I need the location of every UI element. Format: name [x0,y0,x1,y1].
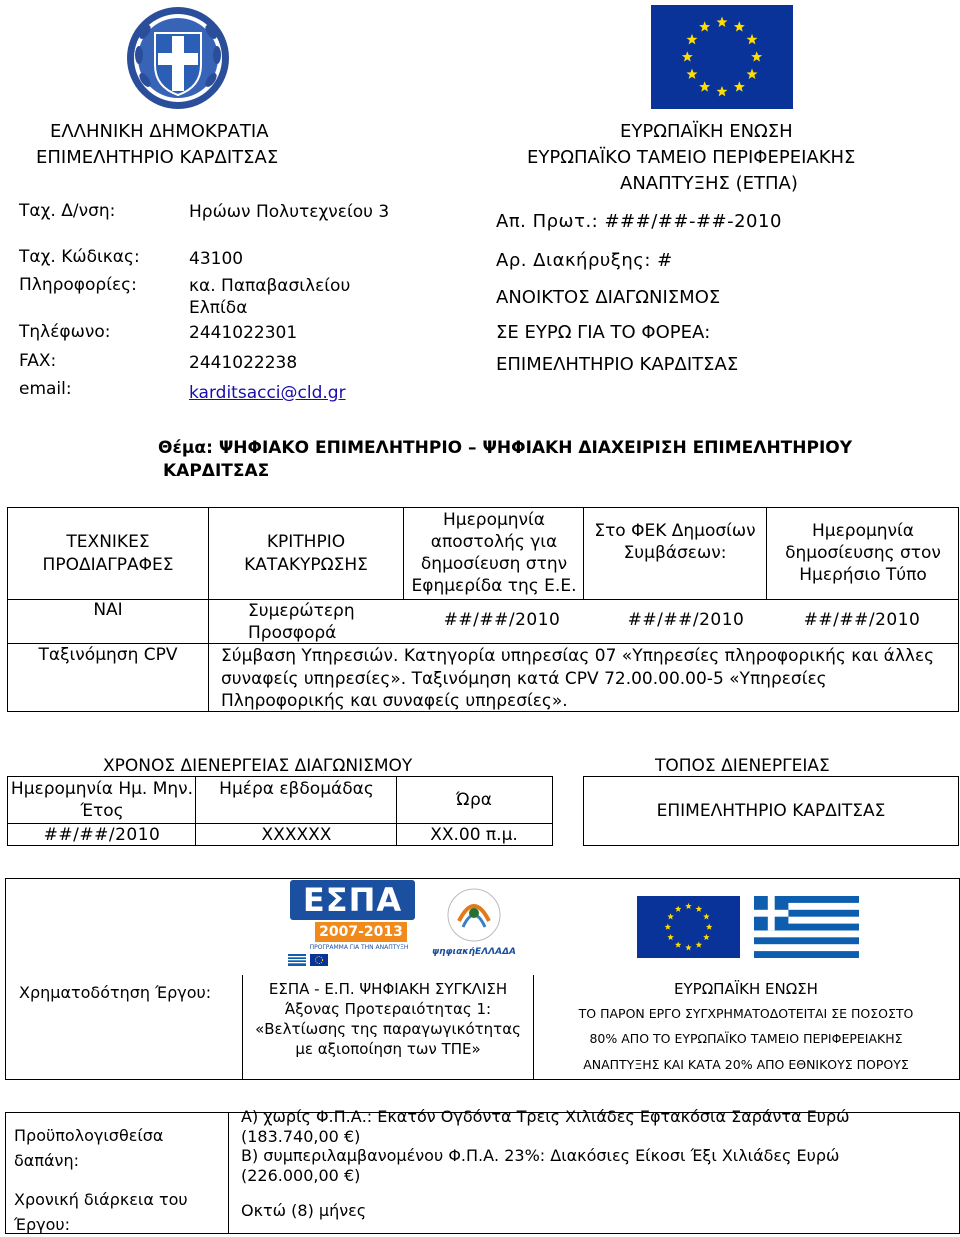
budget-label: Προϋπολογισθείσα δαπάνη: [14,1126,164,1170]
eu-cofund-line-2: 80% ΑΠΟ ΤΟ ΕΥΡΩΠΑΪΚΟ ΤΑΜΕΙΟ ΠΕΡΙΦΕΡΕΙΑΚΗΣ [589,1031,903,1046]
eu-flag-logo [651,5,793,109]
budget-without-vat: Α) χωρίς Φ.Π.Α.: Εκατόν Ογδόντα Τρεις Χιλιάδες Εφτακόσια Σαράντα Ευρώ [241,1107,850,1126]
tech-specs-header: ΤΕΧΝΙΚΕΣ ΠΡΟΔΙΑΓΡΑΦΕΣ [42,532,174,575]
protocol-number: Απ. Πρωτ.: ###/##-##-2010 [496,211,782,232]
espa-line-2: Άξονας Προτεραιότητας 1: [284,1000,492,1018]
funding-label: Χρηματοδότηση Έργου: [19,983,212,1002]
eu-cofund-heading: ΕΥΡΩΠΑΪΚΗ ΕΝΩΣΗ [674,980,818,998]
subject-line-2: ΚΑΡΔΙΤΣΑΣ [163,461,270,481]
currency-entity-line: ΣΕ ΕΥΡΩ ΓΙΑ ΤΟ ΦΟΡΕΑ: [496,322,711,343]
cpv-label: Ταξινόμηση CPV [38,645,178,665]
eu-cofund-line-1: ΤΟ ΠΑΡΟΝ ΕΡΓΟ ΣΥΓΧΡΗΜΑΤΟΔΟΤΕΙΤΑΙ ΣΕ ΠΟΣΟΣΤΟ [578,1006,914,1021]
tender-number: Αρ. Διακήρυξης: # [496,250,673,271]
budget-with-vat-amount: (226.000,00 €) [241,1166,361,1185]
info-value: κα. Παπαβασιλείου Ελπίδα [189,276,351,318]
award-criterion-value: Συμερώτερη Προσφορά [248,601,355,643]
tender-time-value: ΧΧ.00 π.μ. [430,825,518,845]
entity-name: ΕΠΙΜΕΛΗΤΗΡΙΟ ΚΑΡΔΙΤΣΑΣ [496,354,739,375]
info-label: Πληροφορίες: [19,275,137,295]
erdf-heading-1: ΕΥΡΩΠΑΪΚΟ ΤΑΜΕΙΟ ΠΕΡΙΦΕΡΕΙΑΚΗΣ [527,147,856,168]
espa-line-3: «Βελτίωσης της παραγωγικότητας [255,1020,521,1038]
tender-weekday-value: XXXXXX [261,825,332,845]
email-label: email: [19,379,72,399]
cpv-description: Σύμβαση Υπηρεσιών. Κατηγορία υπηρεσίας 07 «Υπηρεσίες πληροφορικής και άλλες συναφείς υπηρεσίες». Ταξινόμηση κατά CPV 72.00.00.00-5 «Υπηρεσίες Πληροφορικής και συναφείς υπηρεσίες». [221,646,935,711]
tech-specs-value: ΝΑΙ [93,600,123,620]
espa-line-1: ΕΣΠΑ - Ε.Π. ΨΗΦΙΑΚΗ ΣΥΓΚΛΙΣΗ [268,980,508,998]
espa-logo: ΕΣΠΑ 2007-2013 ΠΡΟΓΡΑΜΜΑ ΓΙΑ ΤΗΝ ΑΝΑΠΤΥΞΗ [280,880,426,968]
press-date-header: Ημερομηνία δημοσίευσης στον Ημερήσιο Τύπο [785,521,941,585]
place-value: ΕΠΙΜΕΛΗΤΗΡΙΟ ΚΑΡΔΙΤΣΑΣ [656,801,886,821]
oj-date-value: ##/##/2010 [443,610,561,630]
greek-flag-logo [754,896,859,958]
budget-with-vat: Β) συμπεριλαμβανομένου Φ.Π.Α. 23%: Διακόσιες Είκοσι Έξι Χιλιάδες Ευρώ [241,1146,840,1165]
digital-greece-logo: ψηφιακήΕΛΛΑΔΑ [429,883,519,973]
duration-value: Οκτώ (8) μήνες [241,1201,367,1220]
country-name: ΕΛΛΗΝΙΚΗ ΔΗΜΟΚΡΑΤΙΑ [50,121,269,142]
oj-date-header: Ημερομηνία αποστολής για δημοσίευση στην Εφημερίδα της Ε.Ε. [411,510,577,596]
fek-date-value: ##/##/2010 [627,610,745,630]
date-column-header: Ημερομηνία Ημ. Μην. Έτος [10,779,194,821]
weekday-column-header: Ημέρα εβδομάδας [219,779,374,799]
tender-date-value: ##/##/2010 [43,825,161,845]
phone-value: 2441022301 [189,323,298,343]
fax-label: FAX: [19,351,57,371]
issuer-name: ΕΠΙΜΕΛΗΤΗΡΙΟ ΚΑΡΔΙΤΣΑΣ [36,147,279,168]
fek-header: Στο ΦΕΚ Δημοσίων Συμβάσεων: [594,521,756,563]
award-criterion-header: ΚΡΙΤΗΡΙΟ ΚΑΤΑΚΥΡΩΣΗΣ [244,532,368,575]
eu-cofund-line-3: ΑΝΑΠΤΥΞΗΣ ΚΑΙ ΚΑΤΑ 20% ΑΠΟ ΕΘΝΙΚΟΥΣ ΠΟΡΟΥΣ [583,1057,909,1072]
budget-without-vat-amount: (183.740,00 €) [241,1127,361,1146]
eu-heading: ΕΥΡΩΠΑΪΚΗ ΕΝΩΣΗ [620,121,793,142]
open-tender-title: ΑΝΟΙΚΤΟΣ ΔΙΑΓΩΝΙΣΜΟΣ [496,287,721,308]
email-link[interactable]: karditsacci@cld.gr [189,383,346,403]
fax-value: 2441022238 [189,353,298,373]
address-value: Ηρώων Πολυτεχνείου 3 [189,202,390,222]
espa-line-4: με αξιοποίηση των ΤΠΕ» [295,1040,481,1058]
erdf-heading-2: ΑΝΑΠΤΥΞΗΣ (ΕΤΠΑ) [620,173,798,194]
eu-flag-small-logo [637,896,740,958]
press-date-value: ##/##/2010 [803,610,921,630]
address-label: Ταχ. Δ/νση: [19,201,116,221]
duration-label: Χρονική διάρκεια του Έργου: [14,1190,188,1234]
postcode-value: 43100 [189,249,244,269]
greek-coat-of-arms-logo [125,5,231,111]
time-column-header: Ώρα [455,790,493,810]
postcode-label: Ταχ. Κώδικας: [19,247,140,267]
place-table-title: ΤΟΠΟΣ ΔΙΕΝΕΡΓΕΙΑΣ [655,756,830,776]
subject-line-1: Θέμα: ΨΗΦΙΑΚΟ ΕΠΙΜΕΛΗΤΗΡΙΟ – ΨΗΦΙΑΚΗ ΔΙΑΧΕΙΡΙΣΗ ΕΠΙΜΕΛΗΤΗΡΙΟΥ [158,438,853,458]
time-table-title: ΧΡΟΝΟΣ ΔΙΕΝΕΡΓΕΙΑΣ ΔΙΑΓΩΝΙΣΜΟΥ [103,756,413,776]
phone-label: Τηλέφωνο: [19,322,111,342]
